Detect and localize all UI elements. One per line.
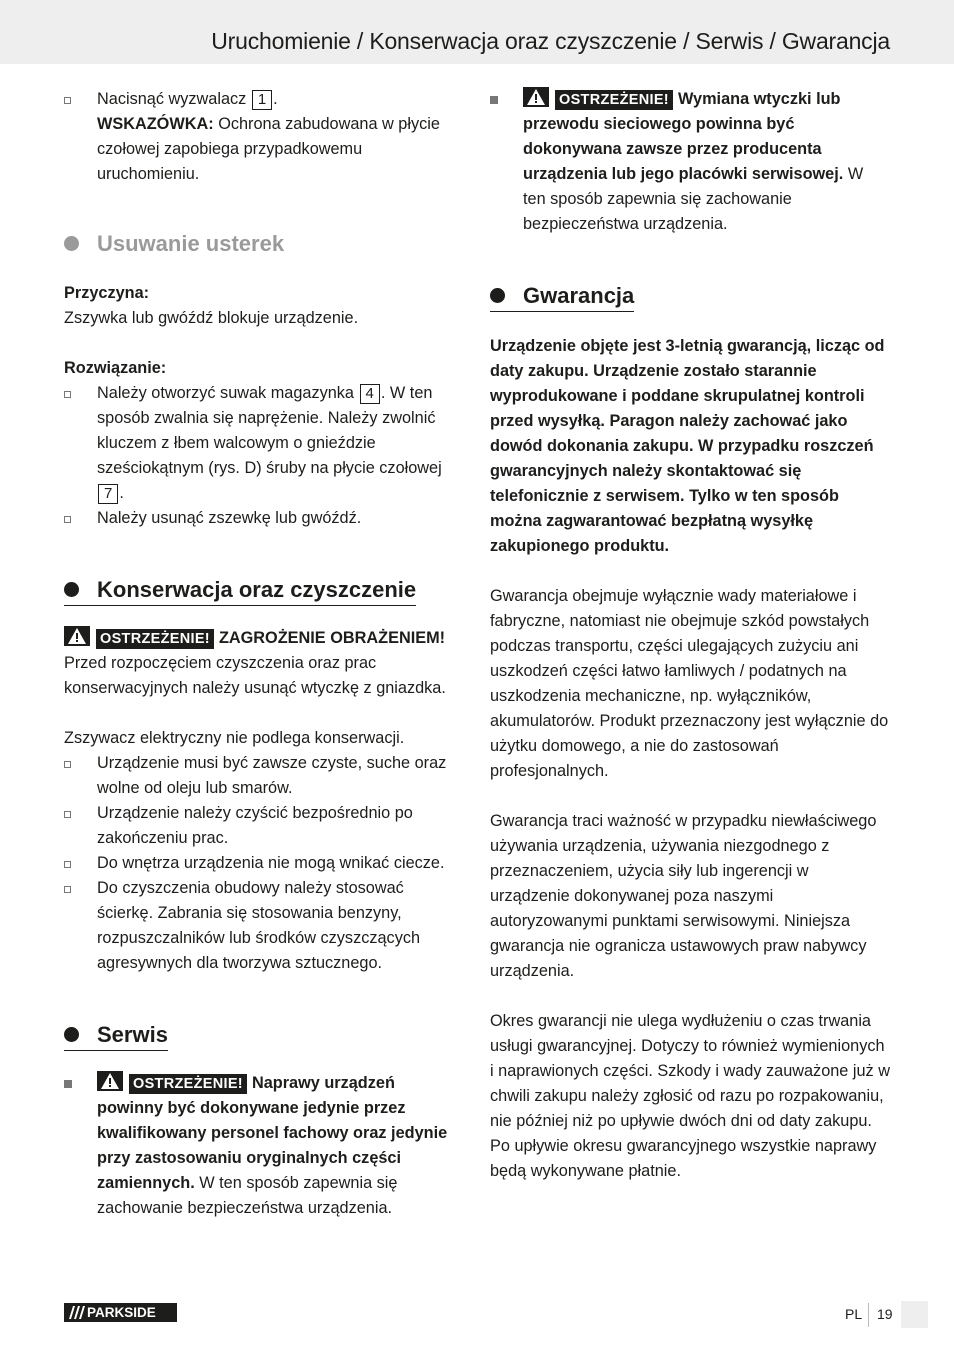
solution-1-text-c: .	[119, 484, 124, 502]
warning-label: OSTRZEŻENIE!	[555, 90, 673, 110]
warning-label: OSTRZEŻENIE!	[96, 629, 214, 649]
solution-label: Rozwiązanie:	[64, 359, 167, 377]
note-text: Ochrona zabudowana w płycie czołowej zapobiega przypadkowemu uruchomieniu.	[97, 115, 440, 183]
part-ref-4: 4	[360, 384, 380, 404]
warranty-heading	[490, 283, 634, 312]
service-heading-text: Serwis	[97, 1022, 168, 1047]
warranty-paragraph-1: Gwarancja obejmuje wyłącznie wady materiałowe i fabryczne, natomiast nie obejmuje szkód powstałych podczas transportu, części ulegających zużyciu ani uszkodzeń części łatwo łamliwych / podatnych na uszkodzenia mechaniczne, np. wyłączników, akumulatorów. Produkt przeznaczony jest wyłącznie do użytku domowego, a nie do zastosowań profesjonalnych.	[490, 587, 889, 780]
maintenance-item-text: Do czyszczenia obudowy należy stosować ścierkę. Zabrania się stosowania benzyny, rozpuszczalników lub środków czyszczących agresywnych dla tworzywa sztucznego.	[97, 879, 421, 972]
list-item-maintenance-1	[64, 751, 464, 801]
warning-triangle-icon	[523, 87, 549, 107]
hollow-square-bullet-icon	[64, 761, 71, 768]
part-ref-1: 1	[252, 90, 272, 110]
left-column	[64, 87, 464, 1221]
list-item-service-warning	[64, 1071, 464, 1221]
hollow-square-bullet-icon	[64, 861, 71, 868]
note-label: WSKAZÓWKA:	[97, 115, 214, 133]
maintenance-intro: Zszywacz elektryczny nie podlega konserwacji.	[64, 729, 405, 747]
warning-text: W ten sposób zapewnia się zachowanie bezpieczeństwa urządzenia.	[523, 165, 864, 233]
warning-bold-text: Wymiana wtyczki lub przewodu sieciowego powinna być dokonywana zawsze przez producenta urządzenia lub jego placówki serwisowej.	[523, 90, 844, 183]
warning-text: Przed rozpoczęciem czyszczenia oraz prac konserwacyjnych należy usunąć wtyczkę z gniazdka.	[64, 654, 446, 697]
bullet-dot-icon	[64, 1027, 79, 1042]
warning-text: W ten sposób zapewnia się zachowanie bezpieczeństwa urządzenia.	[97, 1174, 398, 1217]
list-item-maintenance-3	[64, 851, 464, 876]
maintenance-heading	[64, 577, 416, 606]
list-item-maintenance-4	[64, 876, 464, 976]
cause-text: Zszywka lub gwóźdź blokuje urządzenie.	[64, 309, 359, 327]
hollow-square-bullet-icon	[64, 391, 71, 398]
warning-bold-text: ZAGROŻENIE OBRAŻENIEM!	[218, 629, 446, 647]
trigger-text-end: .	[273, 90, 278, 108]
hollow-square-bullet-icon	[64, 97, 71, 104]
page-tab-marker	[901, 1301, 928, 1328]
warranty-section	[490, 283, 890, 1184]
page-number: 19	[877, 1306, 893, 1322]
cause-label: Przyczyna:	[64, 284, 150, 302]
solution-1-text-a: Należy otworzyć suwak magazynka	[97, 384, 354, 402]
page-title: Uruchomienie / Konserwacja oraz czyszczenie / Serwis / Gwarancja	[211, 28, 890, 54]
header-band	[0, 0, 954, 64]
maintenance-item-text: Urządzenie musi być zawsze czyste, suche oraz wolne od oleju lub smarów.	[97, 754, 447, 797]
warranty-paragraph-3: Okres gwarancji nie ulega wydłużeniu o czas trwania usługi gwarancyjnej. Dotyczy to również wymienionych i naprawionych części. Szkody i wady zauważone już w chwili zakupu należy zgłosić od razu po rozpakowaniu, nie później niż po upływie dwóch dni od daty zakupu. Po upływie okresu gwarancyjnego wszystkie naprawy będą wykonywane płatnie.	[490, 1012, 890, 1180]
maintenance-warning	[64, 626, 464, 701]
filled-square-bullet-icon	[490, 96, 498, 104]
warning-triangle-icon	[64, 626, 90, 646]
troubleshooting-section	[64, 231, 464, 531]
list-item-trigger	[64, 87, 464, 187]
brand-name: PARKSIDE	[87, 1305, 156, 1320]
part-ref-7: 7	[98, 484, 118, 504]
warranty-heading-text: Gwarancja	[523, 283, 635, 308]
troubleshooting-heading	[64, 231, 284, 259]
warning-triangle-icon	[97, 1071, 123, 1091]
list-item-plug-warning	[490, 87, 890, 237]
right-column	[490, 87, 890, 1184]
hollow-square-bullet-icon	[64, 516, 71, 523]
filled-square-bullet-icon	[64, 1080, 72, 1088]
maintenance-heading-text: Konserwacja oraz czyszczenie	[97, 577, 417, 602]
hollow-square-bullet-icon	[64, 886, 71, 893]
warranty-bold-paragraph: Urządzenie objęte jest 3-letnią gwarancją, licząc od daty zakupu. Urządzenie zostało starannie wyprodukowane i poddane skrupulatnej kontroli przed wysyłką. Paragon należy zachować jako dowód dokonania zakupu. W przypadku roszczeń gwarancyjnych należy skontaktować się telefonicznie z serwisem. Tylko w ten sposób można zagwarantować bezpłatną wysyłkę zakupionego produktu.	[490, 337, 885, 555]
maintenance-item-text: Urządzenie należy czyścić bezpośrednio po zakończeniu prac.	[97, 804, 413, 847]
maintenance-section	[64, 577, 464, 976]
solution-1-text-b: . W ten sposób zwalnia się naprężenie. Należy zwolnić kluczem z łbem walcowym o gnieździe sześciokątnym (rys. D) śruby na płycie czołowej	[97, 384, 442, 477]
logo-stripes-icon	[64, 1303, 86, 1322]
service-section	[64, 1022, 464, 1221]
warranty-paragraph-2: Gwarancja traci ważność w przypadku niewłaściwego używania urządzenia, używania niezgodnego z przeznaczeniem, użycia siły lub ingerencji w urządzenie dokonywanej poza naszymi autoryzowanymi punktami serwisowymi. Niniejsza gwarancja nie ogranicza ustawowych praw nabywcy urządzenia.	[490, 812, 877, 980]
service-heading	[64, 1022, 168, 1051]
list-item-solution-2	[64, 506, 464, 531]
list-item-maintenance-2	[64, 801, 464, 851]
bullet-dot-icon	[64, 582, 79, 597]
hollow-square-bullet-icon	[64, 811, 71, 818]
warning-label: OSTRZEŻENIE!	[129, 1074, 247, 1094]
trigger-text: Nacisnąć wyzwalacz	[97, 90, 247, 108]
bullet-dot-icon	[64, 236, 79, 251]
language-code: PL	[845, 1306, 863, 1322]
parkside-logo	[64, 1303, 177, 1322]
solution-2-text: Należy usunąć zszewkę lub gwóźdź.	[97, 509, 362, 527]
troubleshooting-heading-text: Usuwanie usterek	[97, 231, 285, 256]
list-item-solution-1	[64, 381, 464, 506]
bullet-dot-icon	[490, 288, 505, 303]
maintenance-item-text: Do wnętrza urządzenia nie mogą wnikać ciecze.	[97, 854, 445, 872]
warning-bold-text: Naprawy urządzeń powinny być dokonywane jedynie przez kwalifikowany personel fachowy oraz jedynie przy zastosowaniu oryginalnych części zamiennych.	[97, 1074, 448, 1192]
footer-divider	[868, 1303, 869, 1327]
